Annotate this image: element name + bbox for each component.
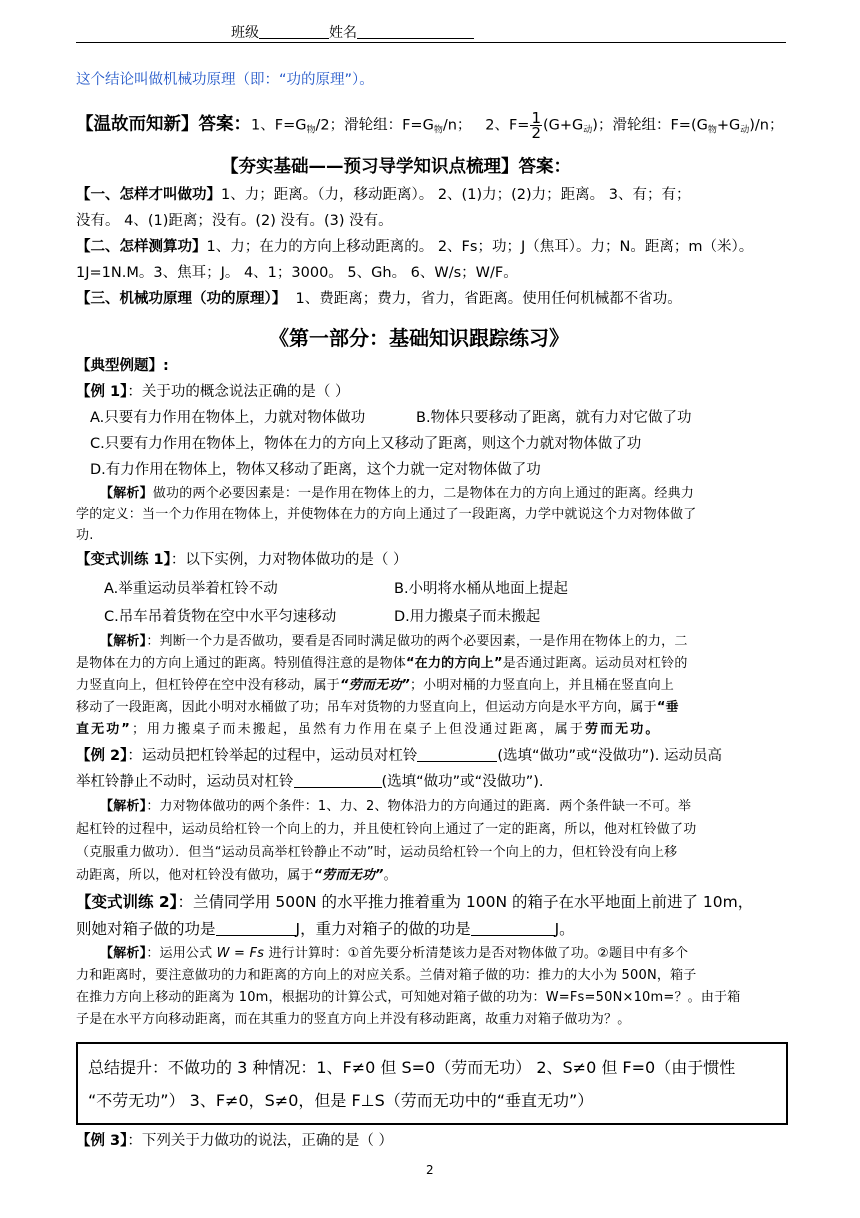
review-part: 1、F=G: [251, 117, 307, 134]
review-part: )；滑轮组：F=(G: [592, 117, 708, 134]
review-sub: 动: [583, 125, 593, 136]
solution-text: 动距离，所以，他对杠铃没有做功，属于: [76, 868, 314, 883]
review-sub: 动: [740, 125, 750, 136]
summary-line-2: “不劳无功”） 3、F≠0，S≠0，但是 F⊥S（劳而无功中的“垂直无功”）: [88, 1091, 594, 1110]
typical-examples-heading: 【典型例题】:: [76, 358, 169, 374]
solution-text: 移动了一段距离，因此小明对水桶做了功；吊车对货物的力竖直向上，但运动方向是水平方向，属于: [76, 700, 657, 715]
header-rule: [76, 42, 786, 43]
s3-text: 1、费距离；费力，省力，省距离。使用任何机械都不省功。: [295, 291, 682, 307]
variant1-solution-3: [76, 678, 674, 694]
example2-solution-4: [76, 868, 397, 884]
variant2-question-1: [76, 893, 753, 912]
s1-line-2: 没有。 4、(1)距离；没有。(2) 没有。(3) 没有。: [76, 213, 393, 229]
solution-tag: 【解析】: [100, 634, 147, 649]
review-part: )/n；: [749, 117, 784, 134]
solution-text: ；用力搬桌子而未搬起，虽然有力作用在桌子上但没通过距离，属于: [131, 722, 585, 737]
review-part: (G+G: [543, 117, 584, 134]
part1-title: 《第一部分：基础知识跟踪练习》: [269, 326, 569, 350]
example1-tag: 【例 1】: [76, 384, 128, 400]
solution-emphasis: 劳而无功。: [584, 722, 661, 737]
summary-box: [76, 1042, 788, 1125]
review-sub: 物: [433, 125, 443, 136]
fraction-denominator: 2: [531, 124, 541, 142]
solution-text: 是物体在力的方向上通过的距离。特别值得注意的是物体: [76, 656, 407, 671]
variant2-text: ：兰倩同学用 500N 的水平推力推着重为 100N 的箱子在水平地面上前进了 10m，: [177, 893, 754, 911]
name-label: 姓名: [329, 25, 357, 41]
variant2-question-2: [76, 920, 575, 939]
solution-text: ：运用公式: [146, 946, 217, 961]
fraction-half: [530, 111, 542, 140]
variant1-solution-1: [100, 634, 688, 650]
variant1-solution-5: [76, 722, 660, 738]
example2-question-1: [76, 747, 722, 765]
variant2-text: J，重力对箱子的做的功是: [295, 920, 471, 938]
example2-solution-1: [100, 799, 691, 815]
variant1-question: [76, 552, 408, 569]
solution-emphasis: “劳而无功”: [313, 868, 384, 883]
solution-emphasis: “在力的方向上”: [406, 656, 503, 671]
s1-tag: 【一、怎样才叫做功】: [76, 187, 221, 203]
s2-text: 1、力；在力的方向上移动距离的。 2、Fs；功；J（焦耳）。力；N。距离；m（米）。: [206, 239, 754, 255]
review-part: /n；: [442, 117, 472, 134]
example1-option-d: D.有力作用在物体上，物体又移动了距离，这个力就一定对物体做了功: [90, 462, 541, 478]
section-basics-heading: 【夯实基础——预习导学知识点梳理】答案：: [221, 157, 571, 177]
answer-blank[interactable]: [471, 921, 555, 936]
variant1-option-c: C.吊车吊着货物在空中水平匀速移动: [104, 609, 337, 625]
s3-tag: 【三、机械功原理（功的原理）】: [76, 291, 287, 307]
class-label: 班级: [231, 25, 259, 41]
variant1-solution-2: [76, 656, 688, 672]
example1-solution-2: 学的定义：当一个力作用在物体上，并使物体在力的方向上通过了一段距离，力学中就说这个力对物体做了: [76, 507, 697, 522]
variant1-option-a: A.举重运动员举着杠铃不动: [104, 581, 278, 597]
name-blank: [357, 24, 474, 39]
solution-text: 进行计算时：①首先要分析清楚该力是否对物体做了功。②题目中有多个: [264, 946, 689, 961]
principle-line: 这个结论叫做机械功原理（即：“功的原理”）。: [76, 72, 374, 88]
formula: W = Fs: [216, 946, 265, 961]
example2-solution-3: （克服重力做功）．但当“运动员高举杠铃静止不动”时，运动员给杠铃一个向上的力，但杠铃没有向上移: [76, 845, 678, 860]
solution-text: ：判断一个力是否做功，要看是否同时满足做功的两个必要因素，一是作用在物体上的力，二: [146, 634, 688, 649]
page-number: 2: [426, 1163, 434, 1177]
example1-solution-3: 功.: [76, 528, 94, 543]
document-page: [76, 0, 786, 1218]
solution-text: 力竖直向上，但杠铃停在空中没有移动，属于: [76, 678, 341, 693]
summary-line-1: 总结提升：不做功的 3 种情况：1、F≠0 但 S=0（劳而无功） 2、S≠0 但 F=0（由于惯性: [88, 1058, 736, 1077]
class-blank: [259, 24, 329, 39]
solution-text: ；小明对桶的力竖直向上，并且桶在竖直向上: [409, 678, 674, 693]
solution-text: ：力对物体做功的两个条件：1、力、2、物体沿力的方向通过的距离．两个条件缺一不可。举: [146, 799, 692, 814]
review-sub: 物: [707, 125, 717, 136]
variant2-solution-2: 力和距离时，要注意做功的力和距离的方向上的对应关系。兰倩对箱子做的功：推力的大小为 500N，箱子: [76, 968, 697, 983]
example2-tag: 【例 2】: [76, 748, 128, 764]
variant2-solution-4: 子是在水平方向移动距离，而在其重力的竖直方向上并没有移动距离，故重力对箱子做功为？。: [76, 1012, 631, 1027]
variant2-text: J。: [554, 920, 575, 938]
example1-option-b: B.物体只要移动了距离，就有力对它做了功: [416, 410, 692, 426]
solution-text: 是否通过距离。运动员对杠铃的: [502, 656, 688, 671]
solution-tag: 【解析】: [100, 799, 147, 814]
variant2-text: 则她对箱子做的功是: [76, 920, 216, 938]
example1-option-a: A.只要有力作用在物体上，力就对物体做功: [90, 410, 366, 426]
variant1-text: ：以下实例，力对物体做功的是（ ）: [170, 552, 408, 568]
fraction-numerator: 1: [531, 109, 541, 127]
review-part: 2、F=: [485, 117, 530, 134]
example2-solution-2: 起杠铃的过程中，运动员给杠铃一个向上的力，并且使杠铃向上通过了一定的距离，所以，他对杠铃做了功: [76, 822, 697, 837]
answer-blank[interactable]: [417, 747, 497, 762]
solution-text: 做功的两个必要因素是：一是作用在物体上的力，二是物体在力的方向上通过的距离。经典力: [152, 486, 695, 501]
example2-question-2: [76, 773, 543, 791]
review-tag: 【温故而知新】答案：: [76, 114, 251, 135]
solution-text: 。: [383, 868, 397, 883]
s2-line-2: 1J=1N.M。3、焦耳；J。 4、1；3000。 5、Gh。 6、W/s；W/F。: [76, 265, 518, 281]
example1-option-c: C.只要有力作用在物体上，物体在力的方向上又移动了距离，则这个力就对物体做了功: [90, 436, 642, 452]
s2-line: [76, 239, 753, 256]
review-answer-line: [76, 111, 784, 140]
example1-text: ：关于功的概念说法正确的是（ ）: [127, 384, 350, 400]
variant2-solution-3: 在推力方向上移动的距离为 10m，根据功的计算公式，可知她对箱子做的功为：W=Fs=50N×10m=？。由于箱: [76, 990, 741, 1005]
solution-emphasis: 直无功”: [76, 722, 132, 737]
variant2-solution-1: [100, 946, 688, 962]
example2-text: 举杠铃静止不动时，运动员对杠铃: [76, 774, 294, 790]
answer-blank[interactable]: [294, 773, 382, 788]
answer-blank[interactable]: [216, 921, 296, 936]
example2-text: (选填“做功”或“没做功”).: [381, 774, 544, 790]
solution-tag: 【解析】: [100, 946, 147, 961]
class-name-header: [231, 22, 474, 42]
example3-text: ：下列关于力做功的说法，正确的是（ ）: [127, 1133, 393, 1149]
s1-line: [76, 187, 690, 204]
example1-question: [76, 384, 350, 401]
review-part: /2；滑轮组：F=G: [315, 117, 434, 134]
s2-tag: 【二、怎样测算功】: [76, 239, 207, 255]
solution-emphasis: “劳而无功”: [340, 678, 410, 693]
example2-text: ：运动员把杠铃举起的过程中，运动员对杠铃: [127, 748, 418, 764]
s1-text: 1、力；距离。（力，移动距离）。 2、(1)力；(2)力；距离。 3、有；有；: [221, 187, 691, 203]
solution-emphasis: “垂: [656, 700, 679, 715]
solution-tag: 【解析】: [100, 486, 153, 501]
review-sub: 物: [306, 125, 316, 136]
variant2-tag: 【变式训练 2】: [76, 893, 178, 911]
variant1-tag: 【变式训练 1】: [76, 552, 171, 568]
variant1-option-b: B.小明将水桶从地面上提起: [394, 581, 569, 597]
example1-solution-1: [100, 486, 694, 502]
variant1-solution-4: [76, 700, 679, 716]
example3-tag: 【例 3】: [76, 1133, 128, 1149]
example3-question: [76, 1133, 393, 1150]
review-part: +G: [716, 117, 741, 134]
example2-text: (选填“做功”或“没做功”). 运动员高: [497, 748, 722, 764]
s3-line: [76, 291, 682, 308]
variant1-option-d: D.用力搬桌子而未搬起: [394, 609, 541, 625]
